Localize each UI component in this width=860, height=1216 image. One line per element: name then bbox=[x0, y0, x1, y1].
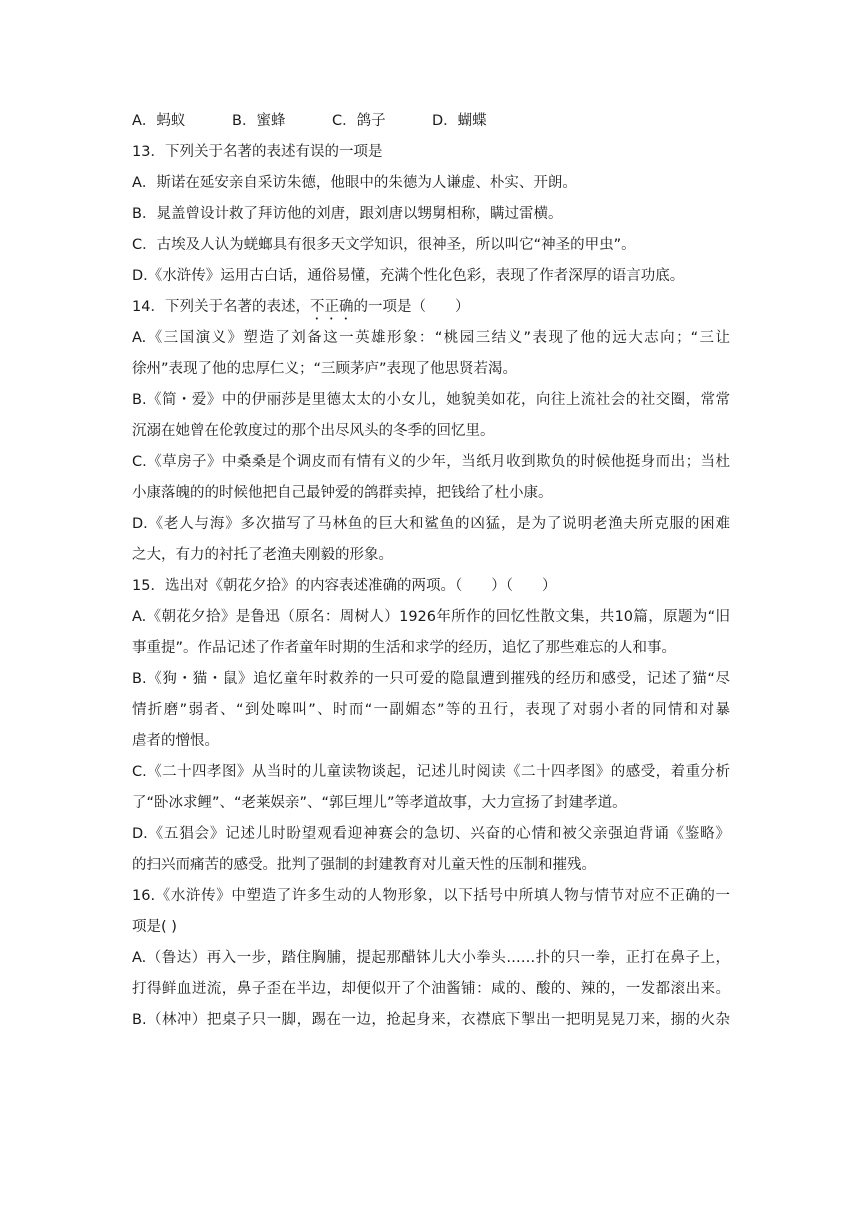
q15-option-a-line1: A.《朝花夕拾》是鲁迅（原名：周树人）1926年所作的回忆性散文集，共10篇，原题为“旧 bbox=[132, 609, 730, 625]
q14-stem bbox=[132, 292, 730, 323]
q15-option-c-line1: C.《二十四孝图》从当时的儿童读物谈起，记述儿时阅读《二十四孝图》的感受，着重分析 bbox=[132, 764, 730, 780]
q13-option-d: D.《水浒传》运用古白话，通俗易懂，充满个性化色彩，表现了作者深厚的语言功底。 bbox=[132, 268, 685, 284]
q13-option-c: C．古埃及人认为蜣螂具有很多天文学知识，很神圣，所以叫它“神圣的甲虫”。 bbox=[132, 237, 636, 253]
q14-option-a-line2: 徐州”表现了他的忠厚仁义；“三顾茅庐”表现了他思贤若渴。 bbox=[132, 361, 518, 377]
q15-option-a-line2: 事重提”。作品记述了作者童年时期的生活和求学的经历，追忆了那些难忘的人和事。 bbox=[132, 640, 677, 656]
q14-option-b-line2: 沉溺在她曾在伦敦度过的那个出尽风头的冬季的回忆里。 bbox=[132, 423, 495, 439]
q15-option-c-line2: 了“卧冰求鲤”、“老莱娱亲”、“郭巨埋儿”等孝道故事，大力宣扬了封建孝道。 bbox=[132, 795, 627, 811]
q14-option-c-line2: 小康落魄的的时候他把自己最钟爱的鸽群卖掉，把钱给了杜小康。 bbox=[132, 485, 553, 501]
q14-stem-emphasis: 不正确 bbox=[309, 299, 354, 315]
q13-option-b: B．晁盖曾设计救了拜访他的刘唐，跟刘唐以甥舅相称，瞒过雷横。 bbox=[132, 206, 563, 222]
q14-stem-after: 的一项是（ ） bbox=[353, 299, 470, 315]
q12-option-a: A．蚂蚁 bbox=[132, 113, 186, 129]
document-content bbox=[132, 106, 730, 1036]
q15-option-d-line1: D.《五猖会》记述儿时盼望观看迎神赛会的急切、兴奋的心情和被父亲强迫背诵《鉴略》 bbox=[132, 826, 730, 842]
q14-option-b-line1: B.《简・爱》中的伊丽莎是里德太太的小女儿，她貌美如花，向往上流社会的社交圈，常常 bbox=[132, 392, 730, 408]
q15-option-b-line3: 虐者的憎恨。 bbox=[132, 733, 219, 749]
q14-option-c-line1: C.《草房子》中桑桑是个调皮而有情有义的少年，当纸月收到欺负的时候他挺身而出；当杜 bbox=[132, 454, 730, 470]
q15-stem: 15．选出对《朝花夕拾》的内容表述准确的两项。（ ）（ ） bbox=[132, 578, 557, 594]
q12-option-d: D．蝴蝶 bbox=[432, 113, 487, 129]
q16-option-a-line1: A.（鲁达）再入一步，踏住胸脯，提起那醋钵儿大小拳头……扑的只一拳，正打在鼻子上， bbox=[132, 950, 730, 966]
q14-stem-before: 14．下列关于名著的表述， bbox=[132, 299, 310, 315]
q15-option-b-line1: B.《狗・猫・鼠》追忆童年时救养的一只可爱的隐鼠遭到摧残的经历和感受，记述了猫“尽 bbox=[132, 671, 730, 687]
q16-stem-line1: 16.《水浒传》中塑造了许多生动的人物形象，以下括号中所填人物与情节对应不正确的一 bbox=[132, 888, 730, 904]
q13-stem: 13．下列关于名著的表述有误的一项是 bbox=[132, 144, 383, 160]
q15-option-b-line2: 情折磨”弱者、“到处嗥叫”、时而“一副媚态”等的丑行，表现了对弱小者的同情和对暴 bbox=[132, 702, 730, 718]
q15-option-d-line2: 的扫兴而痛苦的感受。批判了强制的封建教育对儿童天性的压制和摧残。 bbox=[132, 857, 596, 873]
q14-option-d-line2: 之大，有力的衬托了老渔夫刚毅的形象。 bbox=[132, 547, 393, 563]
q16-option-a-line2: 打得鲜血迸流，鼻子歪在半边，却便似开了个油酱铺：咸的、酸的、辣的，一发都滚出来。 bbox=[132, 981, 730, 997]
q14-option-a-line1: A.《三国演义》塑造了刘备这一英雄形象：“桃园三结义”表现了他的远大志向；“三让 bbox=[132, 330, 730, 346]
q12-options-row bbox=[132, 106, 730, 137]
q16-stem-line2: 项是( ) bbox=[132, 919, 177, 935]
q13-option-a: A．斯诺在延安亲自采访朱德，他眼中的朱德为人谦虚、朴实、开朗。 bbox=[132, 175, 577, 191]
q12-option-b: B．蜜蜂 bbox=[232, 113, 286, 129]
q16-option-b-line1: B.（林冲）把桌子只一脚，踢在一边，抢起身来，衣襟底下掣出一把明晃晃刀来，搦的火杂 bbox=[132, 1012, 730, 1028]
q14-option-d-line1: D.《老人与海》多次描写了马林鱼的巨大和鲨鱼的凶猛，是为了说明老渔夫所克服的困难 bbox=[132, 516, 730, 532]
q12-option-c: C．鸽子 bbox=[332, 113, 386, 129]
